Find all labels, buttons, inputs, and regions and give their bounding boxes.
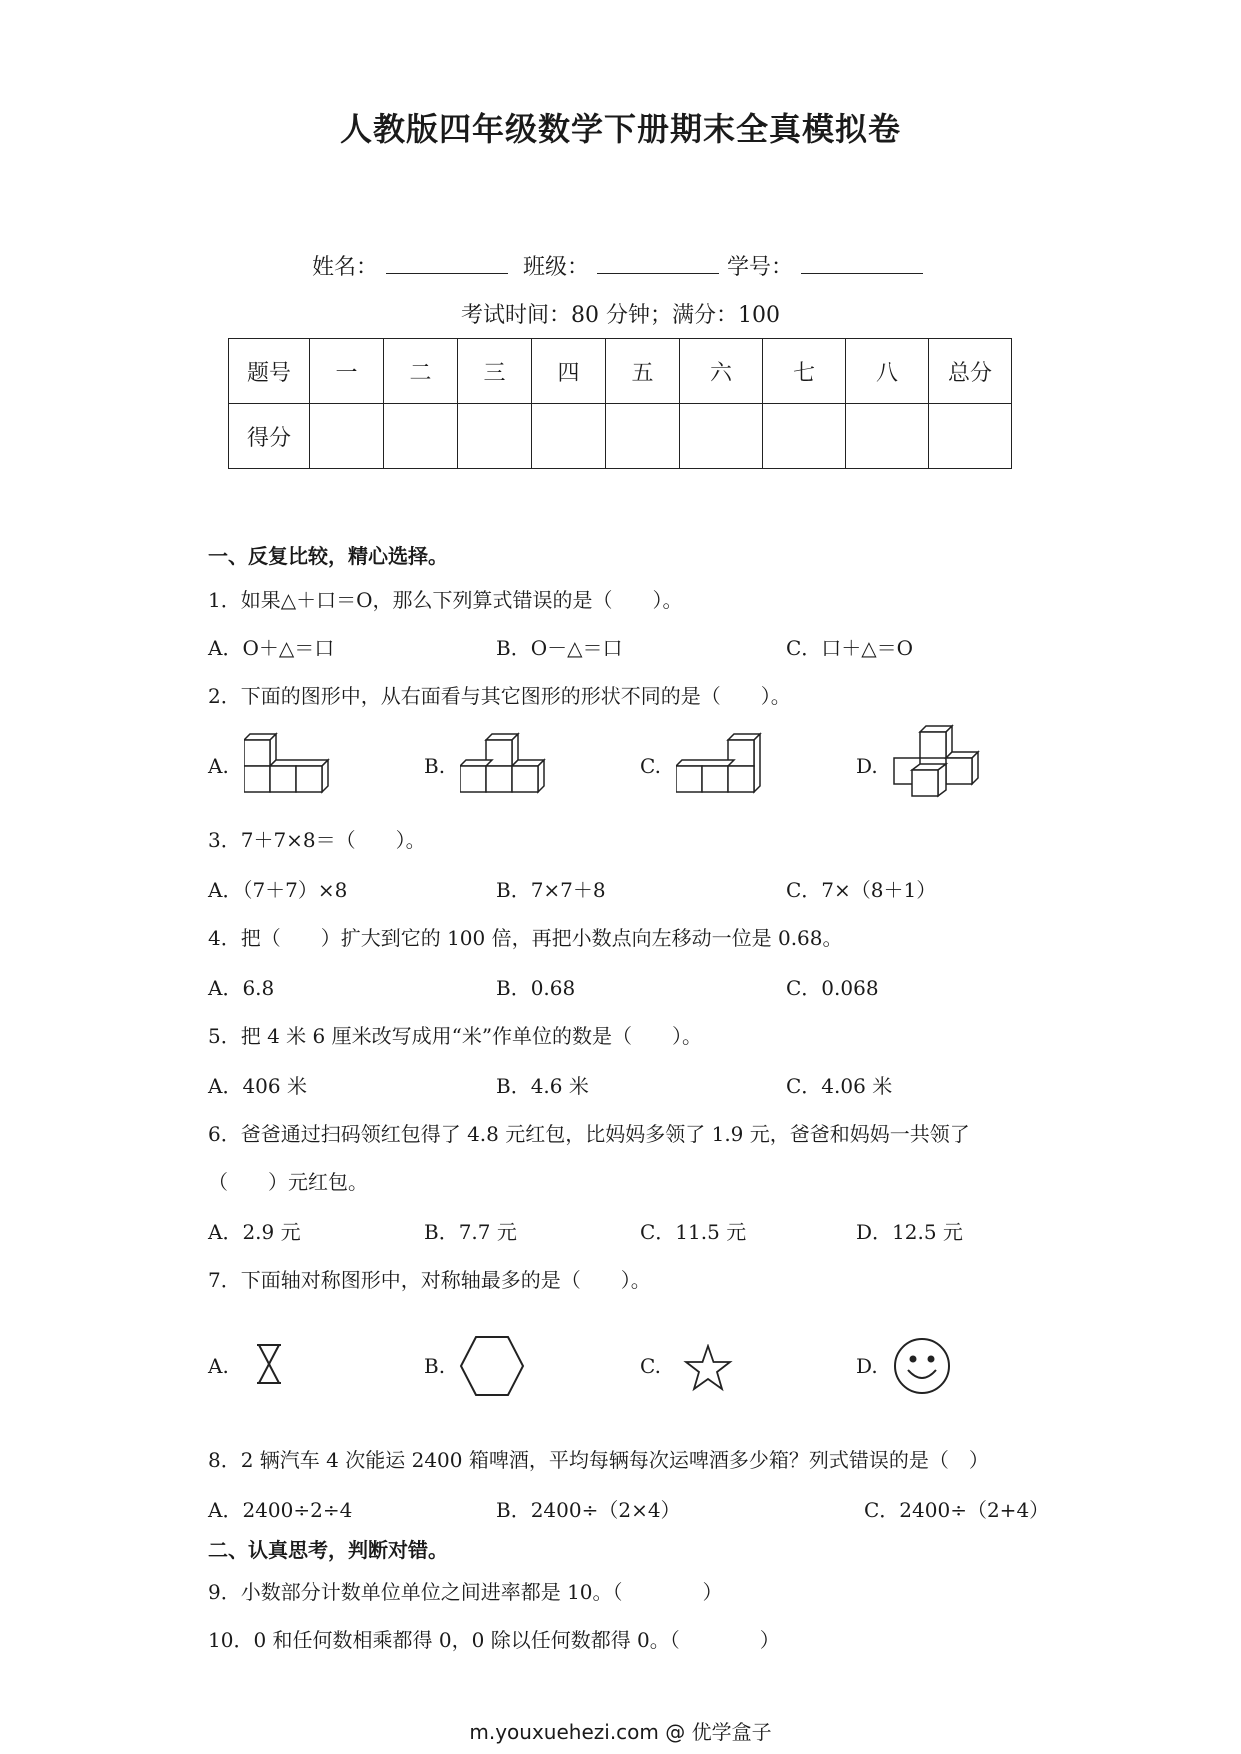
q7-option-c[interactable]: C. <box>640 1354 661 1378</box>
q8-option-a[interactable]: A．2400÷2÷4 <box>208 1498 353 1522</box>
score-row-label: 得分 <box>229 404 310 469</box>
score-header-cell: 四 <box>532 339 606 404</box>
student-info-line <box>312 250 931 281</box>
score-cell[interactable] <box>929 404 1012 469</box>
page-title: 人教版四年级数学下册期末全真模拟卷 <box>339 110 901 148</box>
class-blank[interactable] <box>597 251 719 274</box>
score-header-cell: 五 <box>606 339 680 404</box>
question-10: 10．0 和任何数相乘都得 0，0 除以任何数都得 0。（ ） <box>208 1628 780 1652</box>
q3-option-a[interactable]: A．（7＋7）×8 <box>208 878 348 902</box>
question-2: 2．下面的图形中，从右面看与其它图形的形状不同的是（ ）。 <box>208 684 791 708</box>
score-table-score-row <box>229 404 1012 469</box>
score-header-cell: 一 <box>310 339 384 404</box>
hexagon-shape <box>458 1334 526 1398</box>
star-shape <box>682 1344 734 1392</box>
q5-option-b[interactable]: B．4.6 米 <box>496 1074 589 1098</box>
name-blank[interactable] <box>386 251 508 274</box>
score-header-cell: 二 <box>384 339 458 404</box>
score-header-cell: 八 <box>846 339 929 404</box>
q2-option-c[interactable]: C. <box>640 754 661 778</box>
score-header-cell: 题号 <box>229 339 310 404</box>
class-label: 班级： <box>523 255 590 280</box>
section-2-heading: 二、认真思考，判断对错。 <box>208 1538 448 1562</box>
q2-option-a[interactable]: A. <box>208 754 229 778</box>
q7-option-d[interactable]: D. <box>856 1354 878 1378</box>
question-1: 1．如果△＋口＝O，那么下列算式错误的是（ ）。 <box>208 588 683 612</box>
q7-option-b[interactable]: B. <box>424 1354 446 1378</box>
cubes-figure-c <box>676 732 766 796</box>
smiley-shape <box>892 1336 952 1396</box>
q2-option-d[interactable]: D. <box>856 754 878 778</box>
footer-watermark: m.youxuehezi.com @ 优学盒子 <box>469 1720 772 1744</box>
q6-option-d[interactable]: D．12.5 元 <box>856 1220 963 1244</box>
question-3: 3．7＋7×8＝（ ）。 <box>208 828 426 852</box>
q6-option-a[interactable]: A．2.9 元 <box>208 1220 301 1244</box>
score-cell[interactable] <box>532 404 606 469</box>
id-blank[interactable] <box>801 251 923 274</box>
question-8: 8．2 辆汽车 4 次能运 2400 箱啤酒，平均每辆每次运啤酒多少箱？列式错误的是（ ） <box>208 1448 989 1472</box>
score-cell[interactable] <box>846 404 929 469</box>
q8-option-b[interactable]: B．2400÷（2×4） <box>496 1498 681 1522</box>
question-5: 5．把 4 米 6 厘米改写成用“米”作单位的数是（ ）。 <box>208 1024 703 1048</box>
q1-option-b[interactable]: B．O－△＝口 <box>496 636 623 660</box>
q4-option-b[interactable]: B．0.68 <box>496 976 576 1000</box>
q1-option-c[interactable]: C．口＋△＝O <box>786 636 914 660</box>
q6-option-c[interactable]: C．11.5 元 <box>640 1220 747 1244</box>
question-9: 9．小数部分计数单位单位之间进率都是 10。（ ） <box>208 1580 723 1604</box>
score-header-cell: 七 <box>763 339 846 404</box>
q6-option-b[interactable]: B．7.7 元 <box>424 1220 517 1244</box>
q5-option-a[interactable]: A．406 米 <box>208 1074 307 1098</box>
q7-option-a[interactable]: A. <box>208 1354 229 1378</box>
score-table-header-row <box>229 339 1012 404</box>
score-cell[interactable] <box>310 404 384 469</box>
q3-option-c[interactable]: C．7×（8＋1） <box>786 878 937 902</box>
score-cell[interactable] <box>680 404 763 469</box>
question-6-cont: （ ）元红包。 <box>208 1170 368 1194</box>
question-4: 4．把（ ）扩大到它的 100 倍，再把小数点向左移动一位是 0.68。 <box>208 926 843 950</box>
q4-option-a[interactable]: A．6.8 <box>208 976 275 1000</box>
cubes-figure-b <box>460 732 550 796</box>
section-1-heading: 一、反复比较，精心选择。 <box>208 544 448 568</box>
score-cell[interactable] <box>384 404 458 469</box>
score-header-cell: 三 <box>458 339 532 404</box>
q3-option-b[interactable]: B．7×7＋8 <box>496 878 606 902</box>
cubes-figure-d <box>892 724 986 800</box>
id-label: 学号： <box>727 255 794 280</box>
score-cell[interactable] <box>458 404 532 469</box>
question-6: 6．爸爸通过扫码领红包得了 4.8 元红包，比妈妈多领了 1.9 元，爸爸和妈妈一共领了 <box>208 1122 970 1146</box>
q8-option-c[interactable]: C．2400÷（2+4） <box>864 1498 1050 1522</box>
score-table <box>228 338 1012 469</box>
name-label: 姓名： <box>312 255 379 280</box>
score-header-cell: 总分 <box>929 339 1012 404</box>
score-cell[interactable] <box>606 404 680 469</box>
score-header-cell: 六 <box>680 339 763 404</box>
q2-option-b[interactable]: B. <box>424 754 446 778</box>
q5-option-c[interactable]: C．4.06 米 <box>786 1074 893 1098</box>
exam-info: 考试时间：80 分钟；满分：100 <box>461 303 780 328</box>
score-cell[interactable] <box>763 404 846 469</box>
hourglass-shape <box>254 1342 284 1386</box>
cubes-figure-a <box>244 732 334 796</box>
q4-option-c[interactable]: C．0.068 <box>786 976 879 1000</box>
question-7: 7．下面轴对称图形中，对称轴最多的是（ ）。 <box>208 1268 651 1292</box>
q1-option-a[interactable]: A．O＋△＝口 <box>208 636 335 660</box>
